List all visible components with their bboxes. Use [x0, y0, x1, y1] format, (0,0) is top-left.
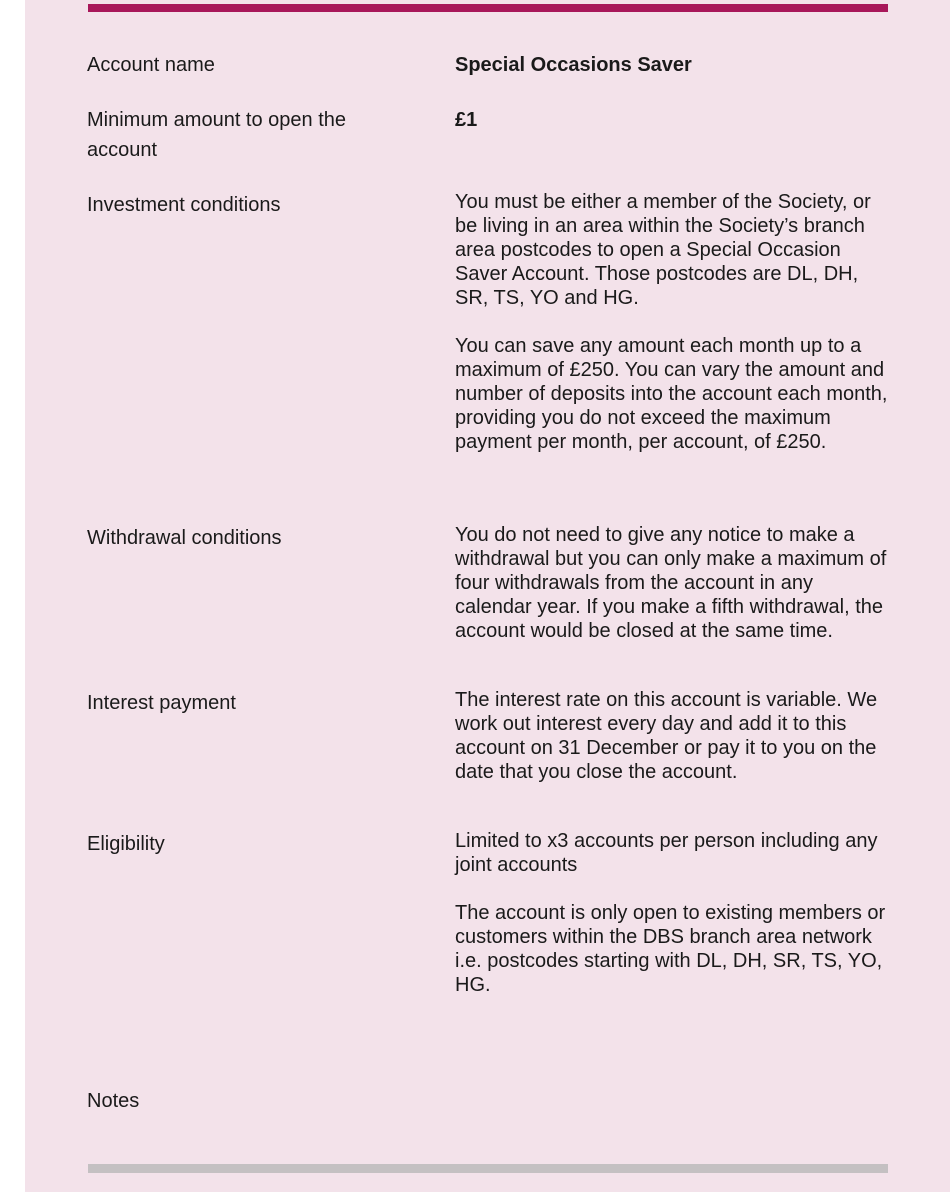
account-name-label: Account name [87, 54, 215, 76]
investment-conditions-paragraph: You can save any amount each month up to a maximum of £250. You can vary the amount and number of deposits into the account each month, providing you do not exceed the maximum payment per month, per account, of £250. [455, 335, 888, 453]
withdrawal-conditions-label: Withdrawal conditions [87, 527, 282, 549]
account-name-value: Special Occasions Saver [455, 54, 692, 76]
minimum-amount-value: £1 [455, 109, 478, 131]
eligibility-paragraph: The account is only open to existing members or customers within the DBS branch area network i.e. postcodes starting with DL, DH, SR, TS, YO, HG. [455, 902, 886, 996]
interest-payment-paragraph: The interest rate on this account is variable. We work out interest every day and add it to this account on 31 December or pay it to you on the date that you close the account. [455, 689, 878, 783]
withdrawal-conditions-paragraph: You do not need to give any notice to make a withdrawal but you can only make a maximum of four withdrawals from the account in any calendar year. If you make a fifth withdrawal, the account would be closed at the same time. [455, 524, 887, 642]
top-accent-bar [88, 4, 888, 12]
investment-conditions-paragraph: You must be either a member of the Society, or be living in an area within the Society’s branch area postcodes to open a Special Occasion Saver Account. Those postcodes are DL, DH, SR, TS, YO and HG. [455, 191, 871, 309]
withdrawal-conditions-value [455, 523, 890, 643]
minimum-amount-label: Minimum amount to open the account [87, 109, 347, 161]
notes-label: Notes [87, 1090, 140, 1112]
eligibility-label: Eligibility [87, 833, 165, 855]
interest-payment-label: Interest payment [87, 692, 236, 714]
bottom-divider-bar [88, 1164, 888, 1173]
eligibility-paragraph: Limited to x3 accounts per person including any joint accounts [455, 830, 878, 876]
investment-conditions-value [455, 190, 890, 454]
investment-conditions-label: Investment conditions [87, 194, 281, 216]
interest-payment-value [455, 688, 890, 784]
eligibility-value [455, 829, 890, 997]
